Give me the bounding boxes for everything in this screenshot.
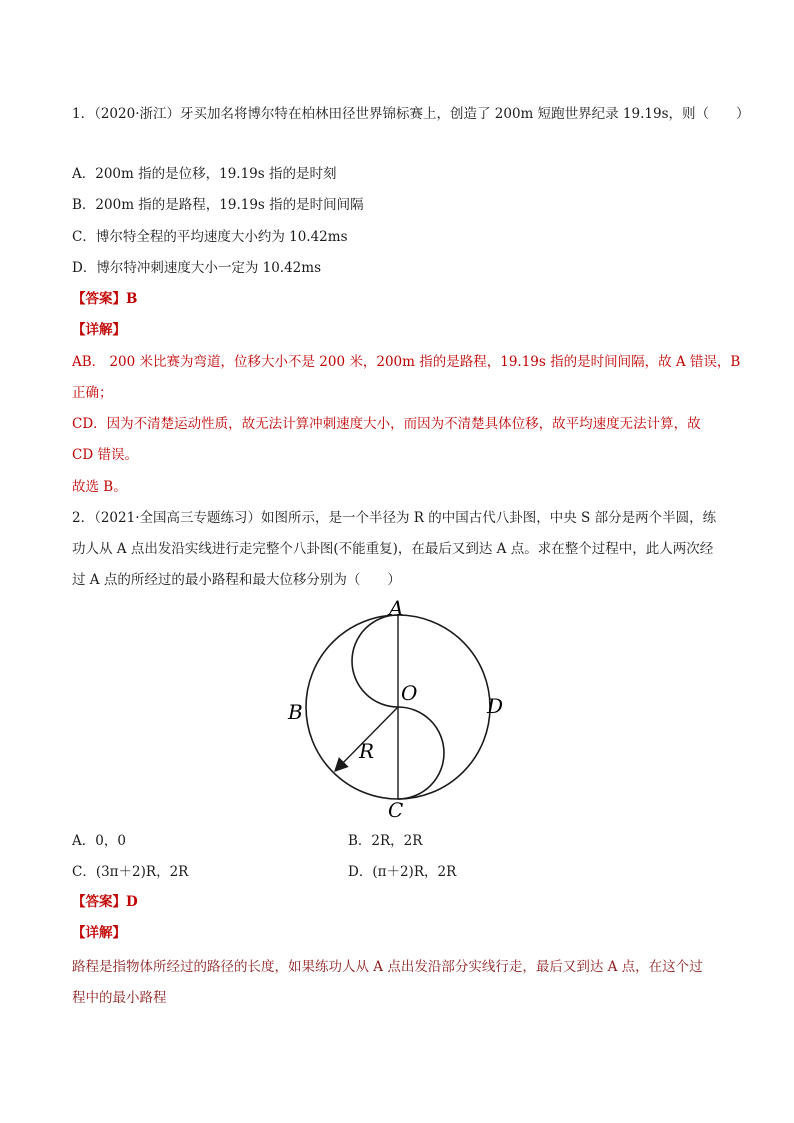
question-2-answer: 【答案】D bbox=[72, 894, 138, 910]
question-1-option-d: D．博尔特冲刺速度大小一定为 10.42ms bbox=[72, 260, 321, 276]
question-2-stem-line: 过 A 点的所经过的最小路程和最大位移分别为（ ） bbox=[72, 572, 401, 588]
question-2-detail-label: 【详解】 bbox=[72, 925, 126, 941]
question-2-detail-line: 程中的最小路程 bbox=[72, 990, 167, 1006]
question-2-stem-line: 功人从 A 点出发沿实线进行走完整个八卦图(不能重复)，在最后又到达 A 点。求在整个过程中，此人两次经 bbox=[72, 541, 714, 557]
question-2-option-b: B．2R，2R bbox=[348, 833, 423, 849]
question-1-option-a: A．200m 指的是位移，19.19s 指的是时刻 bbox=[72, 166, 337, 182]
question-1-detail-line: 正确； bbox=[72, 385, 113, 401]
question-2-detail-line: 路程是指物体所经过的路径的长度，如果练功人从 A 点出发沿部分实线行走，最后又到达 A 点，在这个过 bbox=[72, 959, 703, 975]
s-curve-lower bbox=[398, 707, 444, 799]
label-b: B bbox=[288, 700, 303, 724]
question-2-stem-line: 2．（2021·全国高三专题练习）如图所示，是一个半径为 R 的中国古代八卦图，中央 S 部分是两个半圆，练 bbox=[72, 510, 717, 526]
label-c: C bbox=[388, 798, 404, 822]
bagua-figure bbox=[270, 595, 530, 825]
label-d: D bbox=[487, 694, 504, 718]
label-a: A bbox=[389, 596, 404, 620]
question-1-detail-line: CD．因为不清楚运动性质，故无法计算冲刺速度大小，而因为不清楚具体位移，故平均速度无法计算，故 bbox=[72, 416, 701, 432]
question-1-answer: 【答案】B bbox=[72, 291, 138, 307]
question-2-option-a: A．0，0 bbox=[72, 833, 126, 849]
question-1-conclusion: 故选 B。 bbox=[72, 479, 127, 495]
question-1-detail-line: AB． 200 米比赛为弯道，位移大小不是 200 米，200m 指的是路程，19.19s 指的是时间间隔，故 A 错误，B bbox=[72, 354, 741, 370]
s-curve-upper bbox=[352, 615, 398, 707]
question-2-option-d: D．(π＋2)R，2R bbox=[348, 864, 457, 880]
question-1-stem: 1．（2020·浙江）牙买加名将博尔特在柏林田径世界锦标赛上，创造了 200m 短跑世界纪录 19.19s，则（ ） bbox=[72, 106, 750, 122]
question-1-detail-label: 【详解】 bbox=[72, 322, 126, 338]
label-r: R bbox=[359, 739, 375, 763]
label-o: O bbox=[401, 681, 418, 705]
question-2-option-c: C．(3π＋2)R，2R bbox=[72, 864, 189, 880]
question-1-option-c: C．博尔特全程的平均速度大小约为 10.42ms bbox=[72, 229, 348, 245]
question-1-detail-line: CD 错误。 bbox=[72, 447, 138, 463]
question-1-option-b: B．200m 指的是路程，19.19s 指的是时间间隔 bbox=[72, 197, 364, 213]
